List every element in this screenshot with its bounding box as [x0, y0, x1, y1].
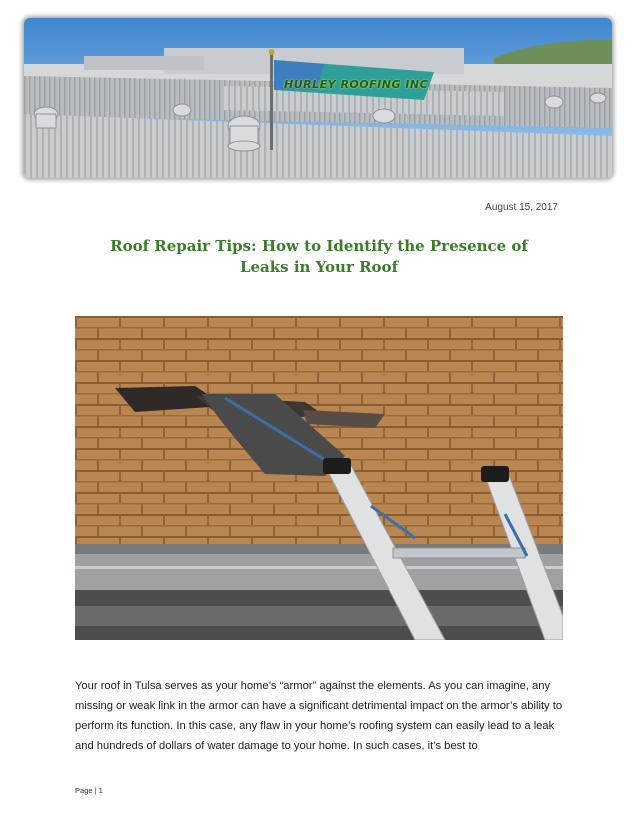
article-title: Roof Repair Tips: How to Identify the Presence of Leaks in Your Roof	[110, 237, 528, 276]
damaged-shingles-ladder-image	[75, 316, 563, 640]
publish-date: August 15, 2017	[485, 202, 558, 213]
logo-name: ROOFING INC	[340, 78, 429, 91]
article-body: Your roof in Tulsa serves as your home’s “armor” against the elements. As you can imagine, any missing or weak link in the armor can have a significant detrimental impact on the armor’s ability to perform its function. In this case, any flaw in your home’s roofing system can easily lead to a leak and hundreds of dollars of water damage to your home. In such cases, it’s best to	[75, 680, 563, 752]
header-banner	[24, 18, 612, 178]
roofing-banner-image	[24, 18, 612, 178]
logo-prefix: HURLEY	[284, 78, 337, 91]
page-number: Page | 1	[75, 786, 103, 795]
logo-text	[284, 78, 428, 91]
article-photo	[75, 316, 563, 640]
